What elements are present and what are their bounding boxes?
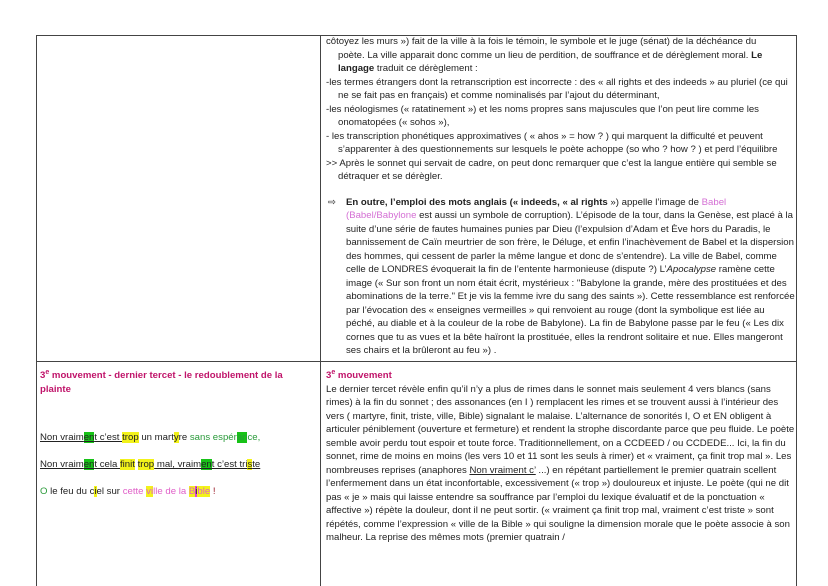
poem-fragment: mal, vraim [154,459,202,470]
underlined-quote: Non vraiment c’ [469,464,536,476]
title-text: mouvement - dernier tercet - le redoublement de la plainte [40,370,283,395]
title-superscript: e [331,369,336,376]
table-column-divider [320,35,321,586]
langage-heading: Le langage [338,49,763,74]
movement-title [40,366,315,396]
text-fragment: ») appelle l’image de [607,196,702,208]
apocalypse-word: Apocalypse [666,264,717,275]
poem-fragment: ! [210,486,216,497]
conclusion-text: >> Après le sonnet qui servait de cadre, on peut donc remarquer que c’est la langue entière qui semble se détraquer et se dérègler. [326,157,777,182]
poem-fragment: en [83,432,95,443]
title-number: 3 [326,370,332,382]
poem-fragment: B [188,486,196,497]
title-superscript: e [45,369,50,376]
poem-fragment: finit [120,459,135,470]
list-item: -les termes étrangers dont la retranscription est incorrecte : des « all rights et des indeeds » au pluriel (ce qui ne se fait pas en français) et comme nominalisés par l’ajout du déterminant, [326,76,788,101]
text-line: côtoyez les murs ») fait de la ville à la fois le témoin, le symbole et le juge (sénat) de la déchéance du [326,36,757,47]
poem-fragment: an [236,432,248,443]
poem-fragment: cette [122,486,147,497]
table-row-divider [36,361,796,362]
text-fragment: ramène cette image (« Sur son front un nom était écrit, mystérieux : "Babylone la grande, mère des prostituées et des abominations de la terre." Et je vis la femme ivre du sang des saints »). Cette ressemblance est renforcée par l’évocation des « enseignes vermeilles » qui renvoient au rouge (dont la symbolique est liée au péché, au diable et à la couleur de la robe de Babylone). La fin de Babylone passe par le feu (« Les dix cornes que tu as vues et la bête haïront la prostituée, elles la rendront solitaire et nue. Elles mangeront ses chairs et la brûleront au feu ») . [346,264,795,356]
text-fragment: En outre, l’emploi des mots anglais (« indeeds, « al rights [346,196,608,208]
analysis-cell-language [326,35,796,358]
poem-fragment: Non vraim [40,459,84,470]
poem-fragment: t c’est [94,432,123,443]
babel-paragraph [326,196,796,358]
table-left-border [36,35,37,586]
poem-fragment: te [252,459,261,470]
list-item: -les néologismes (« ratatinement ») et les noms propres sans majuscules que l’on peut lire comme les onomatopées (« sohos »), [326,103,759,128]
poem-fragment: en [201,459,212,470]
right-arrow-icon: ⇨ [328,196,337,208]
poem-fragment: Non vraim [40,432,84,443]
title-text: mouvement [335,370,392,382]
poem-fragment: ce, [247,432,261,443]
poem-fragment: t cela [94,459,120,470]
poem-fragment: re [178,432,190,443]
poem-fragment: le feu du c [47,486,95,497]
babel-paren: (Babel/Babylone [346,210,417,221]
poem-fragment: un mart [138,432,174,443]
poem-line-2 [40,459,260,470]
babel-word: Babel [701,196,727,208]
poem-fragment: trop [122,432,139,443]
analysis-paragraph [326,383,796,545]
poem-fragment: s [247,459,253,470]
poem-line-3 [40,486,216,497]
poem-fragment: el sur [96,486,123,497]
poem-fragment: trop [137,459,155,470]
poem-fragment: sans espér [189,432,237,443]
list-item: - les transcription phonétiques approximatives ( « ahos » = how ? ) qui marquent la difficulté et peuvent s’apparenter à des questionnements sur lesquels le poète achoppe (so who ? how ? ) et perd l’équilibre [326,130,778,155]
poem-fragment: ble [197,486,211,497]
text-fragment: ...) en répétant partiellement le premier quatrain scellent l’enfermement dans un état inconfortable, excessivement (« trop ») douloureux et injuste. Le poète (qui ne dit pas « je » mais qui laisse entendre sa souffrance par l’emploi du lexique évaluatif et de la ponctuation « affective ») répète la douleur, dont il ne peut sortir. (« vraiment ça finit trop mal, vraiment c’est triste » sont répétés, comme l’expression « ville de la Bible » qui souligne la dimension morale que le poète associe à son malheur. La reprise des mêmes mots (premier quatrain / [326,464,790,544]
poem-fragment: i [94,486,97,497]
poem-fragment: y [173,432,179,443]
text-fragment: traduit ce dérèglement : [374,63,478,74]
babel-text [326,196,796,358]
poem-fragment: vi [146,486,154,497]
poem-fragment: t c’est tri [211,459,248,470]
poem-fragment: en [83,459,95,470]
text-fragment: est aussi un symbole de corruption). L’épisode de la tour, dans la Genèse, est placé à la suite d’une série de fautes humaines punies par Dieu (l’expulsion d’Adam et Ève hors du Paradis, le bannissement de Caïn meurtrier de son frère, le Déluge, et enfin l’inachèvement de Babel et la dispersion des hommes, qui cessent de parler la même langue et donc de s’entendre). La ville de Babel, comme celle de LONDRES évoquerait la fin de l’entente harmonieuse (dispute ?) L’ [346,210,794,275]
movement-title-cell [40,366,315,396]
analysis-cell-third-movement [326,366,796,545]
table-right-border [796,35,797,586]
text-line [326,49,796,76]
poem-fragment: O [40,486,48,497]
title-number: 3 [40,370,46,382]
poem-fragment: lle de la [153,486,189,497]
text-fragment: poète. La ville apparait donc comme un lieu de perdition, de souffrance et de dérèglement moral. [338,49,749,61]
section-title [326,366,796,383]
text-fragment: Le dernier tercet révèle enfin qu’il n’y a plus de rimes dans le sonnet mais seulement 4 vers blancs (sans rimes) à la fin du sonnet ; des assonances (en I ) remplacent les rimes et se trouvent aussi à l’intérieur des vers ( martyre, finit, triste, ville, Bible) signalant le malaise. L’alternance de sonorités I, O et EN obligent à articuler péniblement (ouverture et fermeture) et rendent la strophe discordante parce que peu fluide. Le poète semble avoir perdu tout espoir et toute force. Traditionnellement, on a CCDEED / ou CCDEDE... Ici, la fin du sonnet, rime de moins en moins (les vers 10 et 11 sont les seuls à rimer) et « vraiment, ça finit trop mal ». Les nombreuses reprises (anaphores [326,383,795,476]
poem-line-1 [40,432,260,443]
